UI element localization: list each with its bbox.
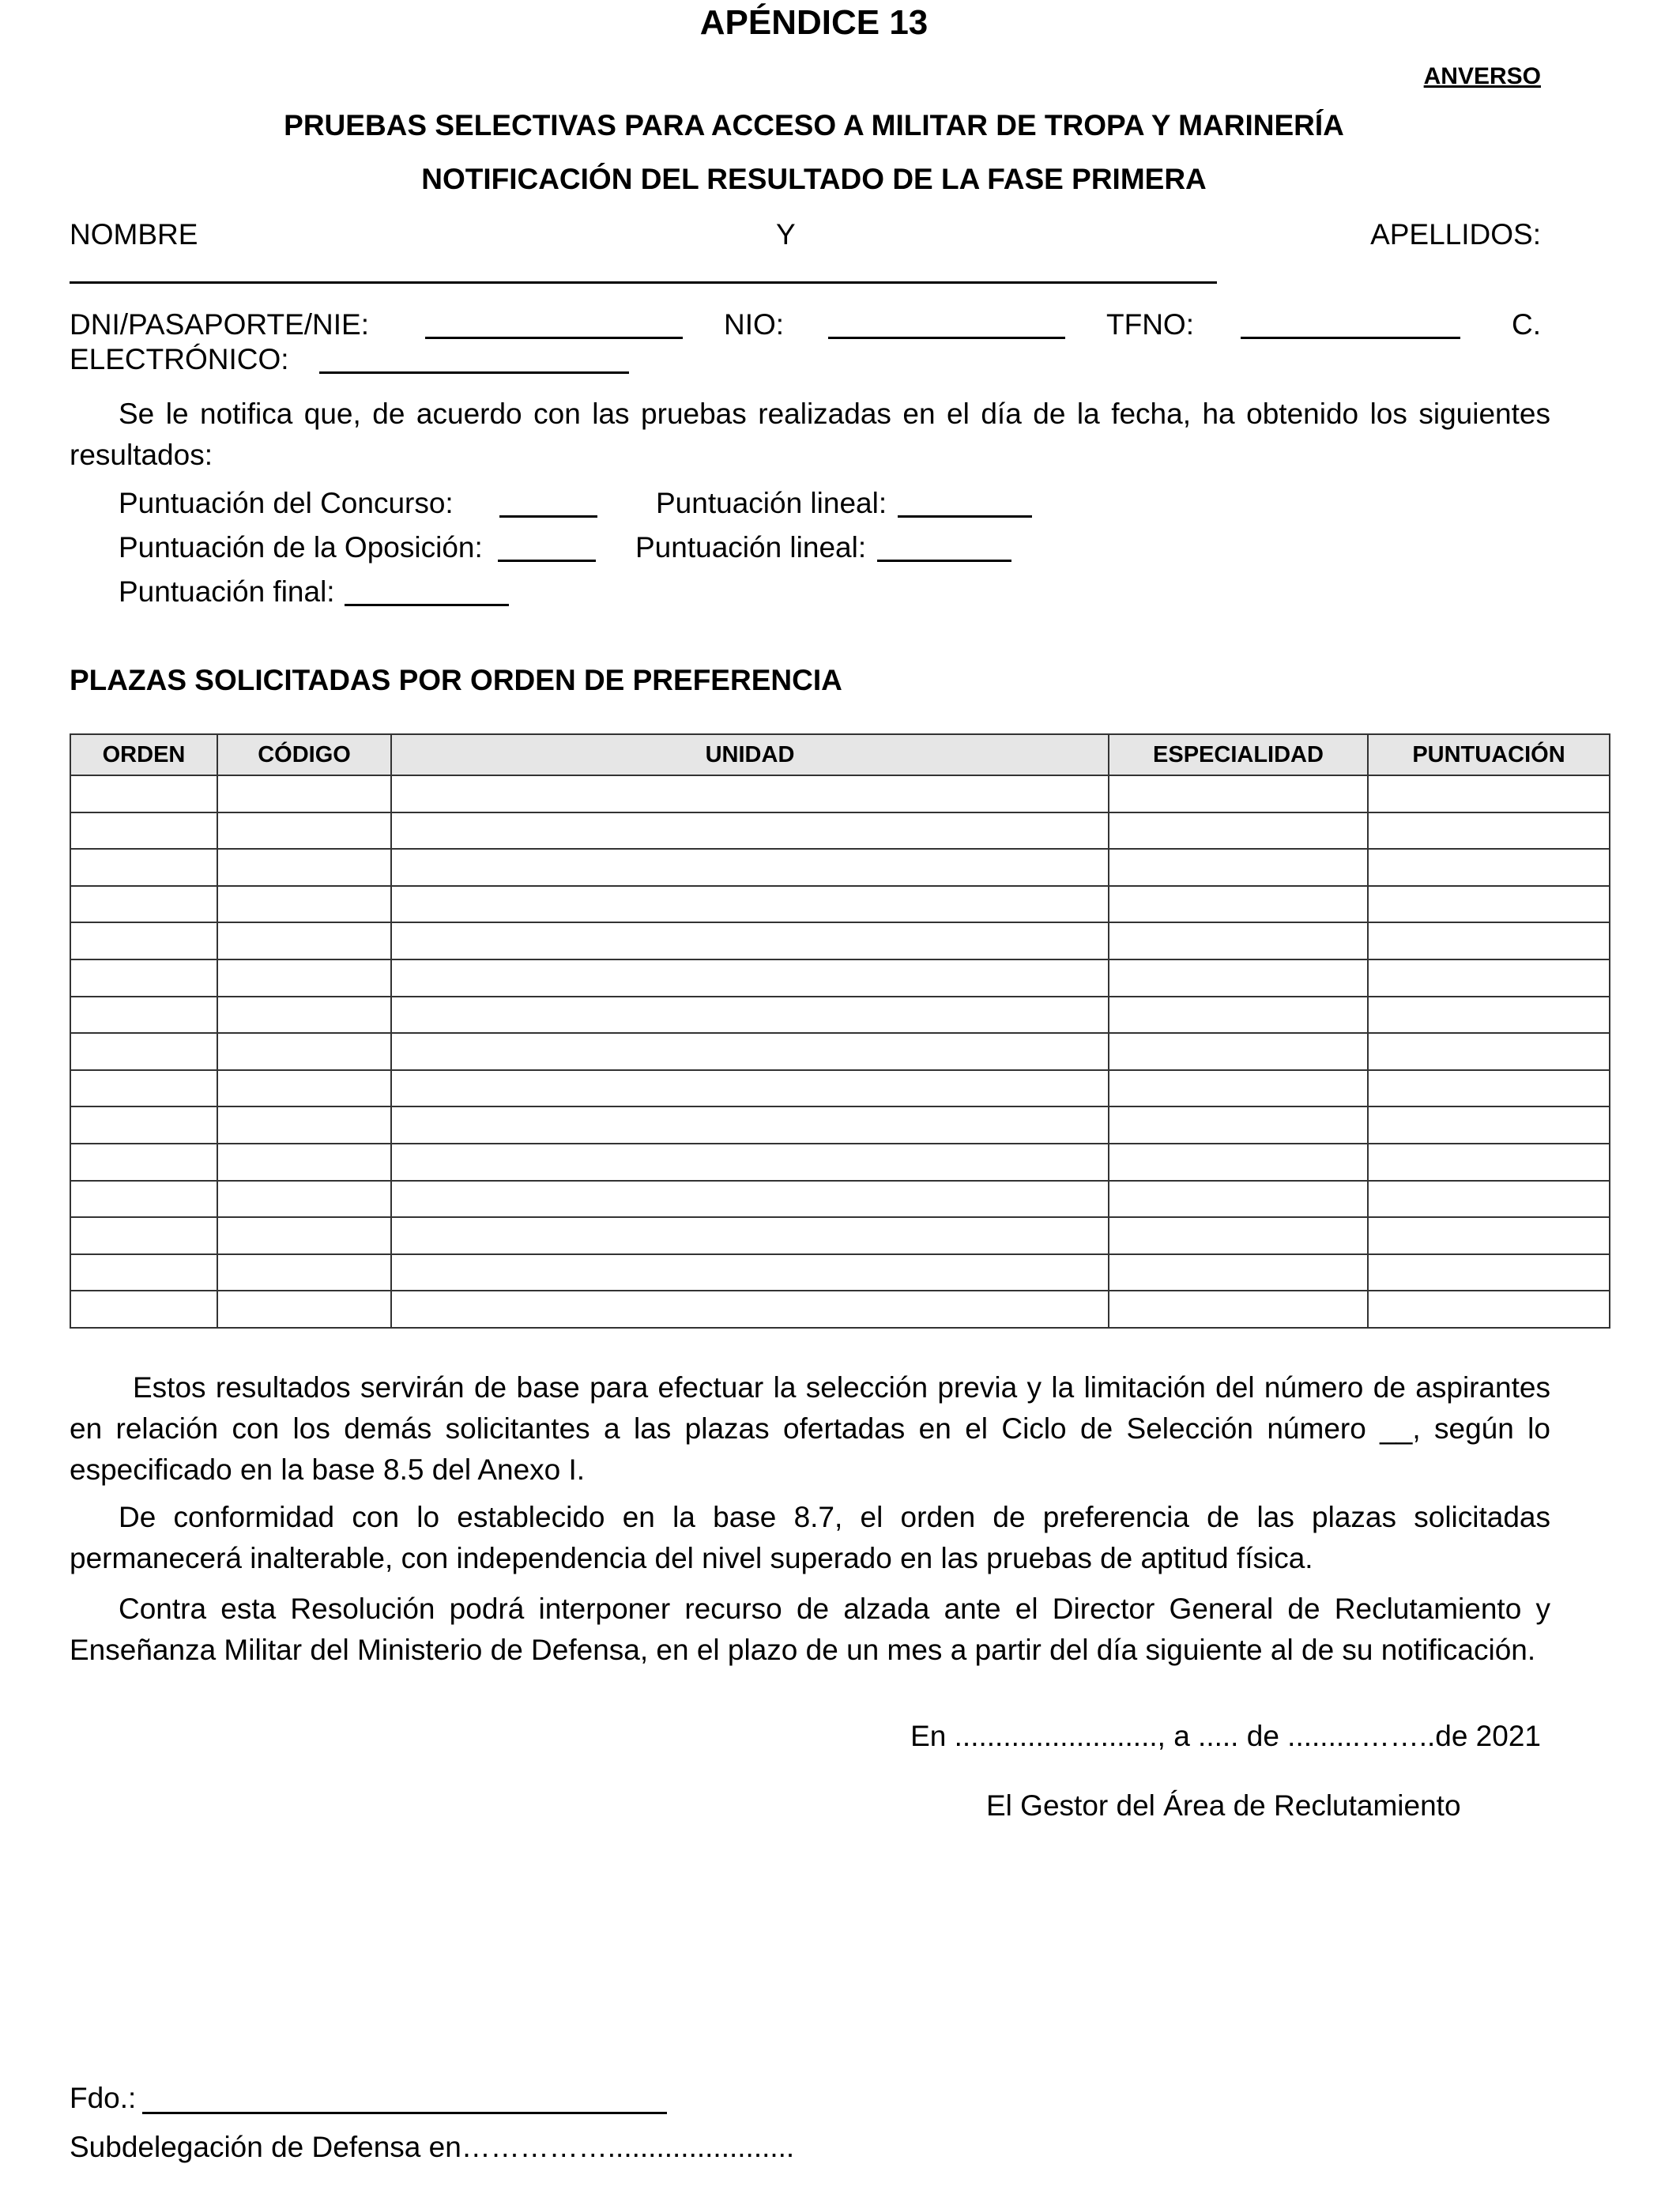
table-cell[interactable]: [391, 1181, 1109, 1218]
dni-input-line[interactable]: [425, 337, 683, 339]
table-row: [70, 922, 1610, 959]
label-puntuacion-concurso: Puntuación del Concurso:: [119, 487, 454, 519]
table-cell[interactable]: [217, 1033, 391, 1070]
table-cell[interactable]: [70, 1106, 217, 1144]
subtitle-pruebas: PRUEBAS SELECTIVAS PARA ACCESO A MILITAR DE TROPA Y MARINERÍA: [284, 109, 1344, 141]
table-row: [70, 997, 1610, 1034]
table-cell[interactable]: [1109, 1181, 1368, 1218]
signature-line[interactable]: [142, 2112, 667, 2114]
table-cell[interactable]: [1368, 849, 1610, 886]
table-cell[interactable]: [391, 1254, 1109, 1291]
label-puntuacion-lineal-2: Puntuación lineal:: [635, 531, 867, 564]
table-cell[interactable]: [1368, 1254, 1610, 1291]
table-cell[interactable]: [70, 959, 217, 997]
final-score-line[interactable]: [345, 604, 509, 606]
table-cell[interactable]: [1368, 886, 1610, 923]
table-cell[interactable]: [1368, 1181, 1610, 1218]
lineal2-score-line[interactable]: [877, 560, 1011, 562]
table-cell[interactable]: [70, 1033, 217, 1070]
table-cell[interactable]: [1109, 1254, 1368, 1291]
table-cell[interactable]: [217, 922, 391, 959]
table-cell[interactable]: [1368, 1144, 1610, 1181]
table-cell[interactable]: [217, 849, 391, 886]
table-row: [70, 1291, 1610, 1328]
signer-title: El Gestor del Área de Reclutamiento: [986, 1789, 1461, 1822]
table-row: [70, 1070, 1610, 1107]
table-cell[interactable]: [1109, 775, 1368, 812]
table-cell[interactable]: [1109, 1144, 1368, 1181]
table-header-row: [70, 734, 1610, 775]
table-cell[interactable]: [70, 775, 217, 812]
table-cell[interactable]: [391, 812, 1109, 850]
table-cell[interactable]: [1109, 812, 1368, 850]
table-cell[interactable]: [70, 886, 217, 923]
table-row: [70, 959, 1610, 997]
table-cell[interactable]: [217, 1106, 391, 1144]
table-cell[interactable]: [217, 886, 391, 923]
table-cell[interactable]: [1368, 959, 1610, 997]
table-cell[interactable]: [70, 1254, 217, 1291]
table-cell[interactable]: [391, 1217, 1109, 1254]
table-cell[interactable]: [70, 997, 217, 1034]
table-cell[interactable]: [217, 1254, 391, 1291]
table-cell[interactable]: [217, 1217, 391, 1254]
plazas-table: [70, 733, 1610, 1329]
label-fdo: Fdo.:: [70, 2082, 137, 2114]
table-cell[interactable]: [391, 775, 1109, 812]
table-cell[interactable]: [391, 1144, 1109, 1181]
header-unidad: UNIDAD: [391, 734, 1109, 775]
label-puntuacion-oposicion: Puntuación de la Oposición:: [119, 531, 483, 564]
table-cell[interactable]: [391, 1033, 1109, 1070]
table-cell[interactable]: [70, 812, 217, 850]
table-cell[interactable]: [391, 922, 1109, 959]
table-cell[interactable]: [1109, 1070, 1368, 1107]
table-cell[interactable]: [70, 1217, 217, 1254]
table-cell[interactable]: [70, 1070, 217, 1107]
section-title-plazas: PLAZAS SOLICITADAS POR ORDEN DE PREFERENCIA: [70, 664, 842, 696]
table-cell[interactable]: [1368, 1033, 1610, 1070]
table-cell[interactable]: [217, 997, 391, 1034]
table-cell[interactable]: [1109, 886, 1368, 923]
table-cell[interactable]: [1368, 922, 1610, 959]
table-row: [70, 1254, 1610, 1291]
label-electronico: ELECTRÓNICO:: [70, 343, 289, 375]
table-cell[interactable]: [217, 775, 391, 812]
table-cell[interactable]: [391, 849, 1109, 886]
label-tfno: TFNO:: [1106, 308, 1194, 341]
table-cell[interactable]: [391, 997, 1109, 1034]
table-cell[interactable]: [1109, 1106, 1368, 1144]
table-cell[interactable]: [1109, 849, 1368, 886]
header-puntuacion: PUNTUACIÓN: [1368, 734, 1610, 775]
table-cell[interactable]: [1368, 997, 1610, 1034]
label-dni: DNI/PASAPORTE/NIE:: [70, 308, 369, 341]
table-cell[interactable]: [1368, 775, 1610, 812]
table-cell[interactable]: [1368, 1217, 1610, 1254]
paragraph-bases: Estos resultados servirán de base para efectuar la selección previa y la limitación del número de aspirantes en relación con los demás solicitantes a las plazas ofertadas en el Ciclo de Selección número __, según lo especificado en la base 8.5 del Anexo I.: [70, 1371, 1550, 1486]
label-nombre: NOMBRE: [70, 218, 198, 251]
concurso-score-line[interactable]: [499, 515, 597, 518]
lineal1-score-line[interactable]: [898, 515, 1032, 518]
tfno-input-line[interactable]: [1241, 337, 1460, 339]
table-row: [70, 775, 1610, 812]
table-cell[interactable]: [1368, 1291, 1610, 1328]
table-cell[interactable]: [1109, 997, 1368, 1034]
label-y: Y: [776, 218, 796, 251]
table-row: [70, 1106, 1610, 1144]
label-c: C.: [1512, 308, 1541, 341]
nio-input-line[interactable]: [828, 337, 1065, 339]
table-cell[interactable]: [391, 1106, 1109, 1144]
subdelegacion-line: Subdelegación de Defensa en…………….......................: [70, 2131, 795, 2163]
table-cell[interactable]: [1109, 959, 1368, 997]
table-cell[interactable]: [70, 1144, 217, 1181]
table-cell[interactable]: [1109, 1291, 1368, 1328]
table-row: [70, 886, 1610, 923]
table-cell[interactable]: [217, 812, 391, 850]
table-row: [70, 1033, 1610, 1070]
table-cell[interactable]: [391, 1070, 1109, 1107]
table-cell[interactable]: [70, 1181, 217, 1218]
table-cell[interactable]: [1109, 1217, 1368, 1254]
table-cell[interactable]: [70, 922, 217, 959]
table-cell[interactable]: [391, 1291, 1109, 1328]
paragraph-conformidad: De conformidad con lo establecido en la base 8.7, el orden de preferencia de las plazas solicitadas permanecerá inalterable, con independencia del nivel superado en las pruebas de aptitud física.: [70, 1501, 1550, 1574]
table-cell[interactable]: [217, 1181, 391, 1218]
table-cell[interactable]: [1109, 922, 1368, 959]
email-input-line[interactable]: [319, 371, 629, 374]
header-especialidad: ESPECIALIDAD: [1109, 734, 1368, 775]
oposicion-score-line[interactable]: [498, 560, 596, 562]
table-cell[interactable]: [1368, 1106, 1610, 1144]
subtitle-notificacion: NOTIFICACIÓN DEL RESULTADO DE LA FASE PRIMERA: [421, 163, 1207, 195]
intro-paragraph: Se le notifica que, de acuerdo con las pruebas realizadas en el día de la fecha, ha obtenido los siguientes resultados:: [70, 398, 1550, 471]
table-cell[interactable]: [217, 959, 391, 997]
side-label: ANVERSO: [1423, 63, 1541, 89]
document-title: APÉNDICE 13: [699, 3, 929, 42]
table-cell[interactable]: [70, 849, 217, 886]
label-puntuacion-lineal-1: Puntuación lineal:: [656, 487, 887, 519]
table-cell[interactable]: [1368, 812, 1610, 850]
table-cell[interactable]: [1109, 1033, 1368, 1070]
header-codigo: CÓDIGO: [217, 734, 391, 775]
table-row: [70, 1144, 1610, 1181]
table-cell[interactable]: [217, 1291, 391, 1328]
table-row: [70, 1181, 1610, 1218]
table-cell[interactable]: [391, 886, 1109, 923]
table-row: [70, 849, 1610, 886]
table-cell[interactable]: [217, 1144, 391, 1181]
label-apellidos: APELLIDOS:: [1370, 218, 1541, 251]
name-input-line[interactable]: [70, 281, 1217, 284]
table-cell[interactable]: [70, 1291, 217, 1328]
paragraph-recurso: Contra esta Resolución podrá interponer recurso de alzada ante el Director General de Reclutamiento y Enseñanza Militar del Ministerio de Defensa, en el plazo de un mes a partir del día siguiente al de su notificación.: [70, 1593, 1550, 1666]
table-row: [70, 812, 1610, 850]
table-cell[interactable]: [1368, 1070, 1610, 1107]
header-orden: ORDEN: [70, 734, 217, 775]
table-cell[interactable]: [391, 959, 1109, 997]
place-date-line: En ........................., a ..... de .........……..de 2021: [910, 1720, 1541, 1752]
label-nio: NIO:: [724, 308, 785, 341]
table-cell[interactable]: [217, 1070, 391, 1107]
table-row: [70, 1217, 1610, 1254]
label-puntuacion-final: Puntuación final:: [119, 575, 335, 608]
